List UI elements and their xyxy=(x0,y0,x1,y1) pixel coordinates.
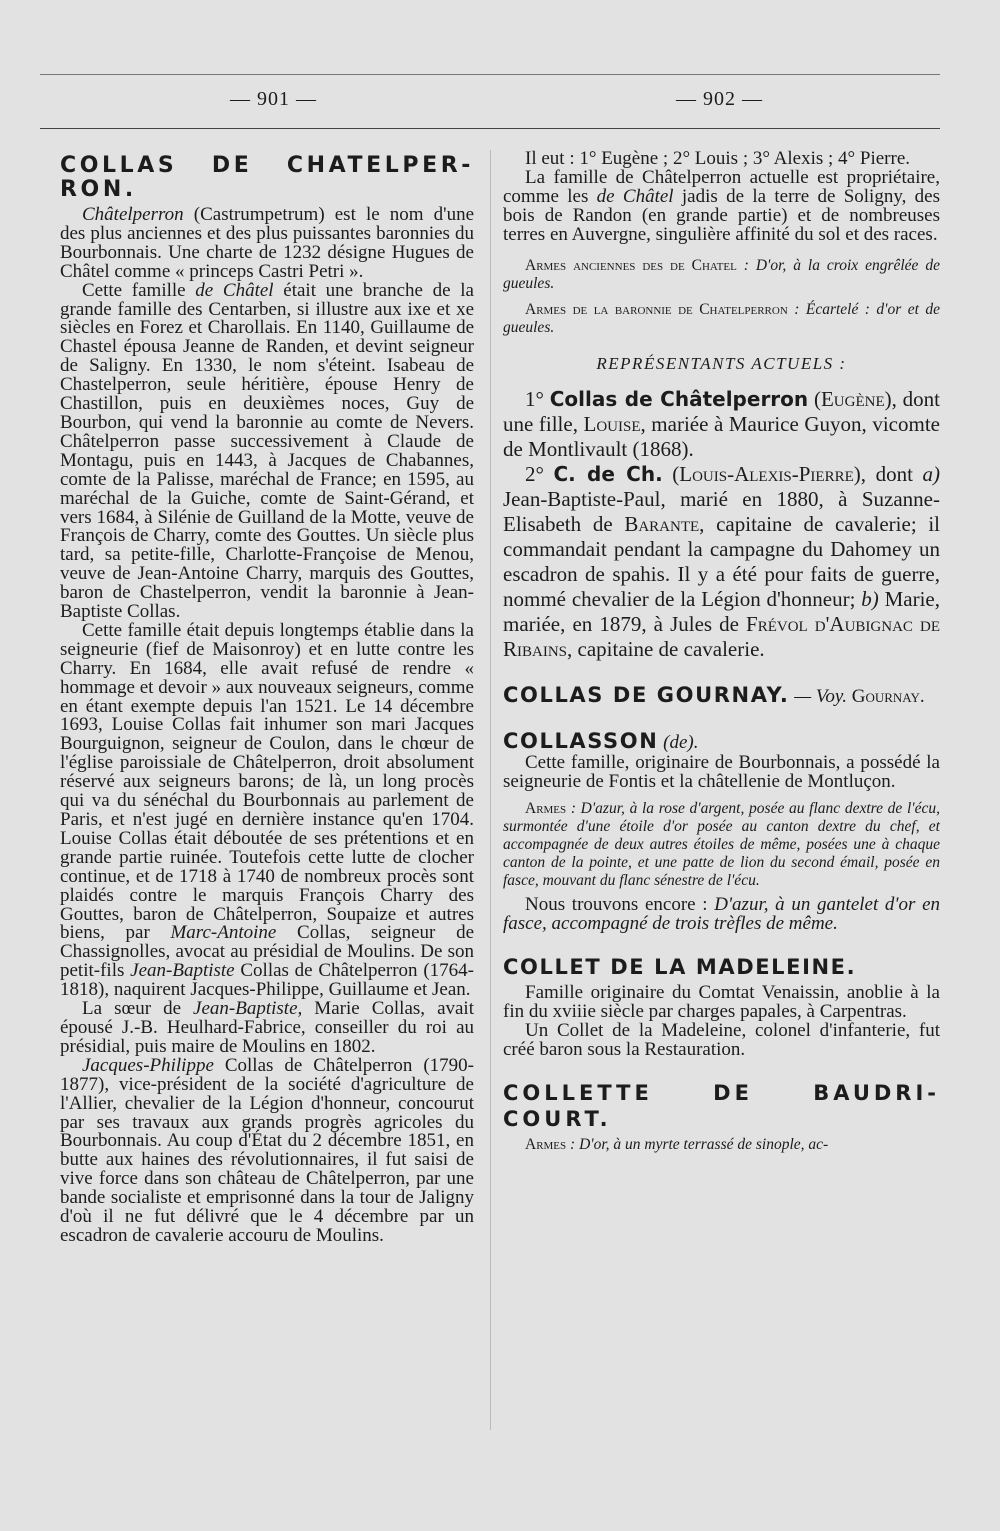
left-column xyxy=(60,140,474,1246)
text: ( xyxy=(662,462,680,487)
paragraph xyxy=(60,1054,474,1246)
entry-title-collet-de-la-madeleine: COLLET DE LA MADELEINE. xyxy=(503,955,857,980)
representants-heading: REPRÉSENTANTS ACTUELS : xyxy=(596,353,847,373)
smallcaps-text: Armes xyxy=(525,1135,567,1153)
text: Marie Collas, avait épousé J.-B. Heulhard-Fabrice, conseiller du roi au présidial, puis maire de Moulins en 1802. xyxy=(60,998,474,1057)
representative-1 xyxy=(503,387,940,462)
text: 1° xyxy=(525,387,550,412)
text: ( xyxy=(808,387,821,412)
column-divider xyxy=(490,150,491,1430)
paragraph xyxy=(60,279,474,623)
text: , capitaine de cavalerie. xyxy=(567,637,765,662)
text: Collas, seigneur de Chassignolles, avocat au présidial de Moulins. De son petit-fils xyxy=(60,922,475,982)
smallcaps-text: Armes xyxy=(525,800,567,818)
text: Cette famille était depuis longtemps établie dans la seigneurie (fief de Maisonroy) et en lutte contre les Charry. En 1684, elle avait refusé de rendre « hommage et devoir » aux nouveaux seigneurs, comme en étant exempte depuis l'an 1521. Le 14 décembre 1693, Louise Collas fait inhumer son mari Jacques Bourguignon, seigneur de Coulon, dans le chœur de l'église paroissiale de Châtelperron, droit absolument réservé aux seigneurs barons; de là, un long procès qui va du sénéchal du Bourbonnais au parlement de Paris, et n'est jugé en dernière instance qu'en 1704. Louise Collas était déboutée de ses prétentions et en grande partie ruinée. Toutefois cette lutte de clocher continue, et de 1718 à 1740 de nombreux procès sont plaidés contre le marquis François Charry des Gouttes, baron de Châtelperron, Soupaize et autres biens, par xyxy=(60,619,474,944)
text: 2° xyxy=(525,462,554,487)
text: ), dont une fille, xyxy=(503,387,941,437)
smallcaps-text: Armes anciennes des de Chatel xyxy=(525,256,737,274)
left-page-number: — 901 — xyxy=(230,88,317,110)
italic-text: D'azur, à un gantelet d'or en fasce, accompagné de trois trèfles de même. xyxy=(503,894,940,935)
italic-text: b) xyxy=(861,587,879,612)
smallcaps-text: Gournay. xyxy=(851,686,925,708)
italic-text: — Voy. xyxy=(789,686,852,708)
entry-title-collas-de-chatelperron: COLLAS DE CHATELPER-RON. xyxy=(60,153,474,202)
entry-title-collette-de-baudricourt: COLLETTE DE BAUDRI-COURT. xyxy=(503,1080,940,1131)
italic-text: : D'or, à un myrte terrassé de sinople, ac- xyxy=(566,1135,829,1153)
italic-text: Jacques-Philippe xyxy=(82,1054,214,1076)
text: Nous trouvons encore : xyxy=(525,894,715,916)
paragraph xyxy=(60,619,475,1001)
paragraph xyxy=(60,1000,474,1057)
bold-name: C. de Ch. xyxy=(553,462,663,487)
smallcaps-text: Armes de la baronnie de Chatelperron xyxy=(525,300,788,318)
top-rule xyxy=(40,74,940,75)
paragraph: Famille originaire du Comtat Venaissin, anoblie à la fin du xviiie siècle par charges papales, à Carpentras. xyxy=(503,982,940,1022)
text: Collas de Châtelperron (1790-1877), vice-président de la société d'agriculture de l'Allier, chevalier de la Légion d'honneur, concourut par ses travaux aux grands progrès agricoles du Bourbonnais. Au coup d'État du 2 décembre 1851, en butte aux haines des révolutionnaires, il fut saisi de vive force dans son château de Châtelperron, par une bande socialiste et emprisonné dans la tour de Jaligny d'où il ne fut délivré que le 4 décembre par un escadron de cavalerie accouru de Moulins. xyxy=(60,1054,474,1246)
italic-text: Marc-Antoine xyxy=(170,922,277,944)
smallcaps-text: Frévol d'Aubignac de Ribains xyxy=(503,612,940,662)
header-rule xyxy=(40,128,940,129)
paragraph: Il eut : 1° Eugène ; 2° Louis ; 3° Alexis ; 4° Pierre. xyxy=(525,148,911,169)
right-column xyxy=(503,150,940,1154)
arms-paragraph xyxy=(503,257,940,293)
text: , capitaine de cavalerie; il commandait pendant la campagne du Dahomey un escadron de spahis. Il y a été pour faits de guerre, nommé chevalier de la Légion d'honneur; xyxy=(503,512,940,612)
italic-text: : D'or, à la croix engrêlée de gueules. xyxy=(503,256,940,292)
entry-title-collasson: COLLASSON xyxy=(503,729,659,754)
text: La famille de Châtelperron actuelle est propriétaire, comme les xyxy=(503,166,940,207)
italic-text: a) xyxy=(922,462,940,487)
text: ), dont xyxy=(853,462,923,487)
smallcaps-text: Barante xyxy=(624,512,700,537)
text: La sœur de xyxy=(82,998,194,1020)
italic-text: de Châtel xyxy=(596,185,674,207)
arms-paragraph xyxy=(503,800,940,890)
smallcaps-text: Louis-Alexis-Pierre xyxy=(679,462,854,487)
text: Collas de Châtelperron (1764-1818), naquirent Jacques-Philippe, Guillaume et Jean. xyxy=(60,960,474,1001)
entry-collas-de-gournay xyxy=(503,682,940,708)
italic-text: : D'azur, à la rose d'argent, posée au flanc dextre de l'écu, surmontée d'une étoile d'or posée au canton dextre du chef, et accompagnée de deux autres étoiles de même, posées une à chaque canton de la pointe, et une patte de lion du second émail, posée en fasce, mouvant du flanc sénestre de l'écu. xyxy=(503,800,940,890)
smallcaps-text: Eugène xyxy=(820,387,885,412)
bold-name: Collas de Châtelperron xyxy=(549,387,809,412)
italic-text: de Châtel xyxy=(195,279,274,301)
text: , mariée à Maurice Guyon, vicomte de Montlivault (1868). xyxy=(503,412,940,462)
arms-paragraph xyxy=(503,1136,940,1154)
arms-paragraph xyxy=(503,301,940,337)
paragraph xyxy=(503,896,940,934)
italic-text: (de). xyxy=(658,732,699,754)
smallcaps-text: Louise xyxy=(583,412,641,437)
italic-text: Jean-Baptiste, xyxy=(193,998,303,1020)
entry-title-collas-de-gournay: COLLAS DE GOURNAY. xyxy=(503,683,790,708)
text: était une branche de la grande famille des Centarben, si illustre aux ixe et xe siècles en Forez et Charollais. En 1140, Guillaume de Chastel épousa Jeanne de Randen, et devint seigneur de Saligny. En 1330, le nom s'éteint. Isabeau de Chastelperron, seule héritière, épouse Henry de Chastillon, puis en deuxièmes noces, Guy de Bourbon, qui vend la baronnie au comte de Nevers. Châtelperron passe successivement à Claude de Montagu, puis en 1443, à Jacques de Chabannes, comte de la Palisse, maréchal de France; en 1595, au maréchal de la Guiche, comte de Saint-Gérand, et vers 1684, à Silénie de Guilland de la Motte, veuve de François de Charry, comte des Gouttes. Un siècle plus tard, sa petite-fille, Charlotte-Françoise de Menou, veuve de Jean-Antoine Charry, marquis des Gouttes, baron de Chastelperron, vendit la baronnie à Jean-Baptiste Collas. xyxy=(60,279,474,623)
italic-text: Châtelperron xyxy=(82,204,184,225)
text: Marie, mariée, en 1879, à Jules de xyxy=(503,587,940,637)
representative-2 xyxy=(503,462,940,662)
text: Cette famille xyxy=(82,279,196,301)
italic-text: Jean-Baptiste xyxy=(130,960,235,982)
paragraph xyxy=(503,166,940,245)
paragraph: Cette famille, originaire de Bourbonnais, a possédé la seigneurie de Fontis et la châtellenie de Montluçon. xyxy=(503,752,940,793)
paragraph xyxy=(60,206,474,282)
right-page-number: — 902 — xyxy=(676,88,763,110)
italic-text: : Écartelé : d'or et de gueules. xyxy=(503,300,940,336)
text: Jean-Baptiste-Paul, marié en 1880, à Suzanne-Elisabeth de xyxy=(503,487,940,537)
text: (Castrumpetrum) est le nom d'une des plus anciennes et des plus puissantes baronnies du Bourbonnais. Une charte de 1232 désigne Hugues de Châtel comme « princeps Castri Petri ». xyxy=(60,204,474,282)
entry-collasson-heading xyxy=(503,728,940,754)
paragraph: Un Collet de la Madeleine, colonel d'infanterie, fut créé baron sous la Restauration. xyxy=(503,1019,940,1060)
text: jadis de la terre de Soligny, des bois de Randon (en grande partie) et de nombreuses terres en Auvergne, singulière affinité du sol et des races. xyxy=(503,185,940,245)
